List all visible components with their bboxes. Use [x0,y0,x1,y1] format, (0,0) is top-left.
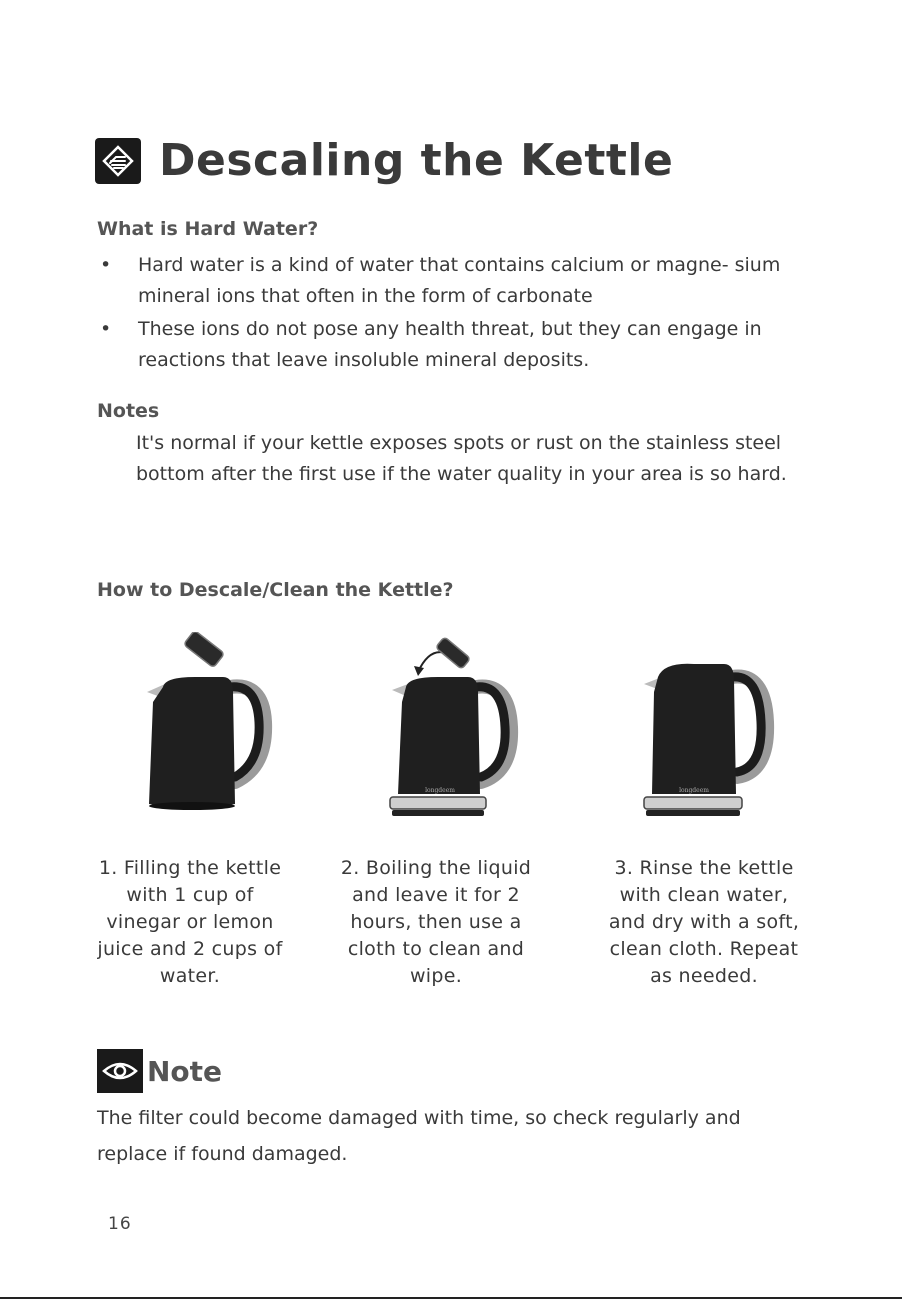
title-row [95,135,673,186]
note-heading: Note [147,1054,223,1088]
hard-water-list [100,250,820,378]
hard-water-heading: What is Hard Water? [97,218,319,240]
step-3-caption: 3. Rinse the kettle with clean water, and dry with a soft, clean cloth. Repeat as needed. [608,857,800,987]
kettle-image-step-3 [634,632,794,822]
brand-label: longdeem [425,787,455,794]
notes-body: It's normal if your kettle exposes spots or rust on the stainless steel bottom after the first use if the water quality in your area is so hard. [136,432,787,485]
list-item: • Hard water is a kind of water that contains calcium or magne- sium mineral ions that often in the form of carbonate [100,250,820,312]
step-2-caption: 2. Boiling the liquid and leave it for 2 hours, then use a cloth to clean and wipe. [340,857,532,987]
list-item: • These ions do not pose any health threat, but they can engage in reactions that leave insoluble mineral deposits. [100,314,820,376]
page-title: Descaling the Kettle [159,135,674,186]
step-1-caption: 1. Filling the kettle with 1 cup of vinegar or lemon juice and 2 cups of water. [97,857,283,987]
notes-heading: Notes [97,400,160,422]
kettle-image-step-2 [378,632,538,822]
brand-label: longdeem [679,787,709,794]
hand-descale-icon [95,138,141,184]
howto-heading: How to Descale/Clean the Kettle? [97,579,454,601]
note-row [97,1049,222,1093]
page-number: 16 [108,1214,132,1234]
kettle-image-step-1 [135,632,295,822]
note-body: The filter could become damaged with time, so check regularly and replace if found damaged. [97,1107,741,1165]
eye-icon [97,1049,143,1093]
